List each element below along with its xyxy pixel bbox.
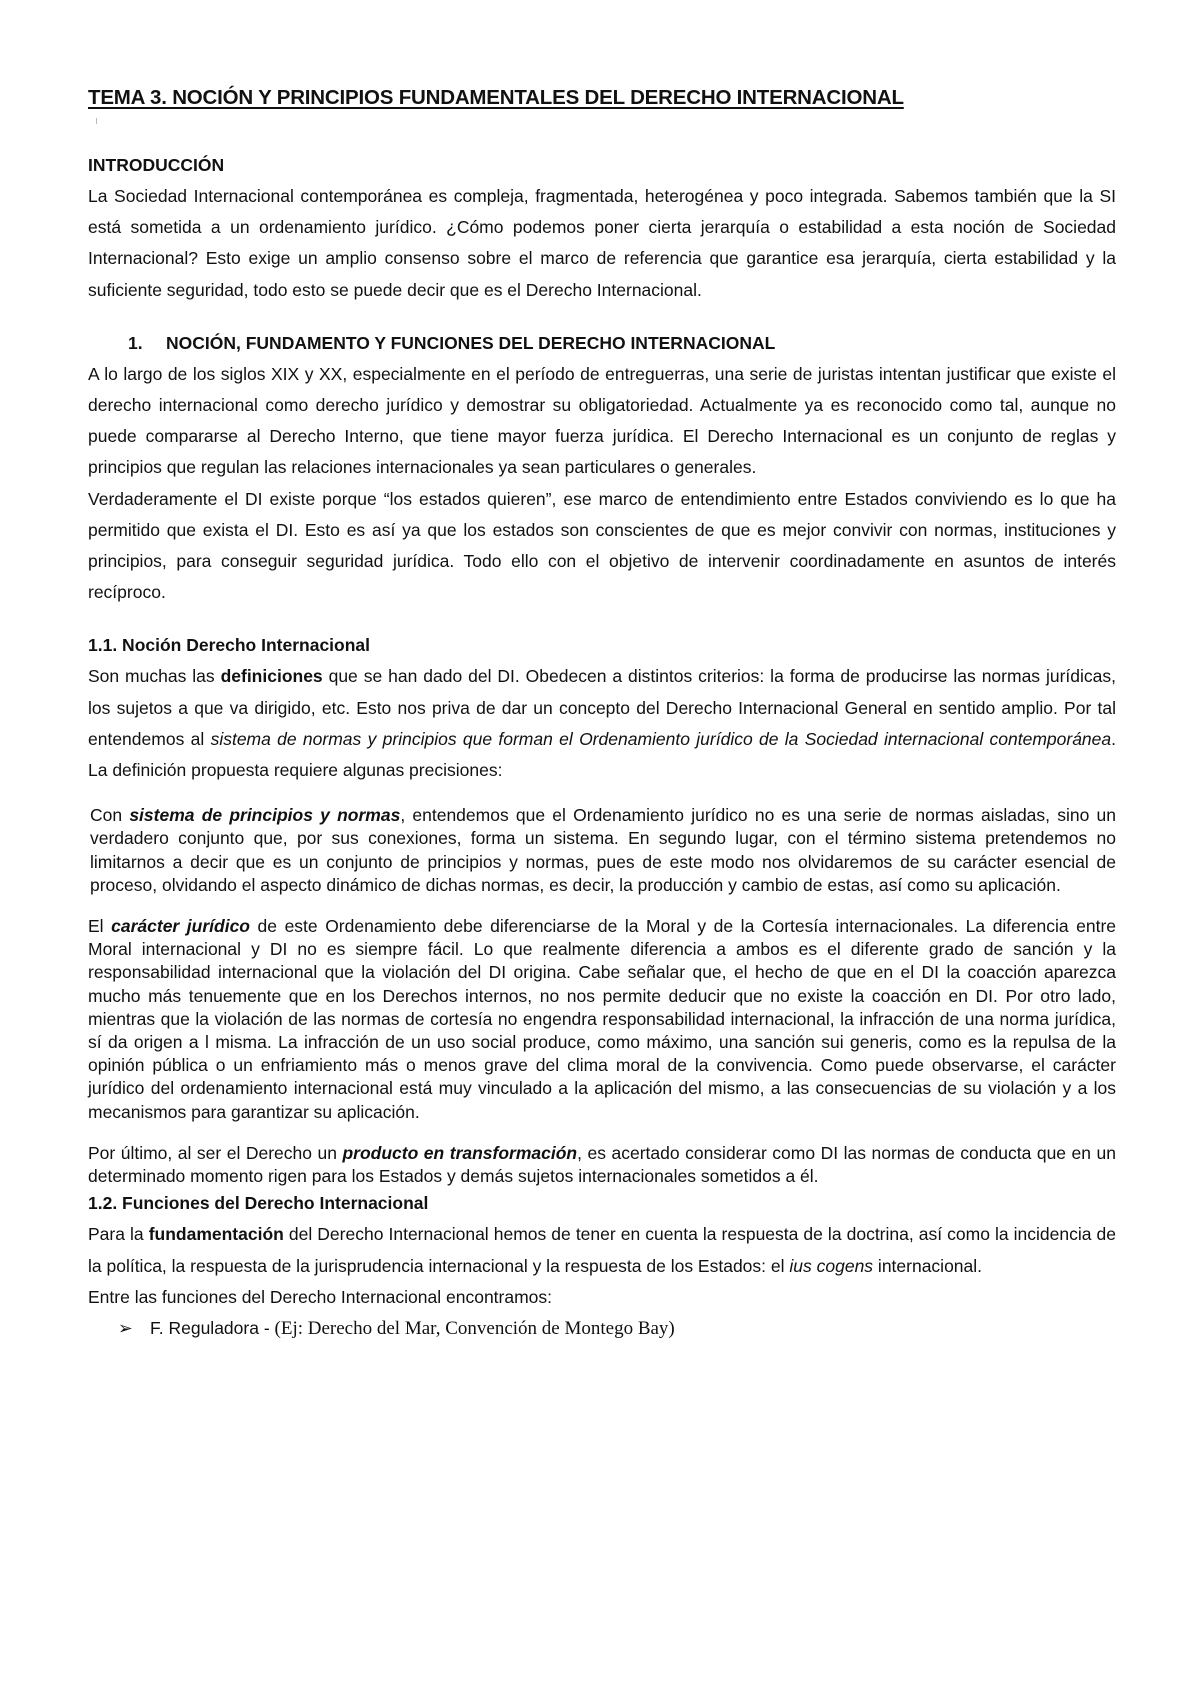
bold-run: fundamentación (148, 1224, 284, 1245)
text-run: F. Reguladora - (150, 1317, 275, 1338)
section-1-paragraph-2: Verdaderamente el DI existe porque “los estados quieren”, ese marco de entendimiento entre Estados conviviendo es lo que ha permitido que exista el DI. Esto es así ya que los estados son conscientes de que es mejor convivir con normas, instituciones y principios, para conseguir seguridad jurídica. Todo ello con el objetivo de intervenir coordinadamente en asuntos de interés recíproco. (88, 488, 1116, 603)
text-run: internacional. (873, 1255, 983, 1276)
text-run: . La definición propuesta requiere algunas precisiones: (88, 728, 1116, 781)
section-1-paragraph-1: A lo largo de los siglos XIX y XX, especialmente en el período de entreguerras, una serie de juristas intentan justificar que existe el derecho internacional como derecho jurídico y demostrar su obligatoriedad. Actualmente ya es reconocido como tal, aunque no puede compararse al Derecho Interno, que tiene mayor fuerza jurídica. El Derecho Internacional es un conjunto de reglas y principios que regulan las relaciones internacionales ya sean particulares o generales. (88, 363, 1116, 478)
document-page (88, 86, 1116, 1344)
bold-italic-run: sistema de principios y normas (129, 805, 401, 826)
text-run: Para la (88, 1224, 149, 1245)
section-1-2-heading: 1.2. Funciones del Derecho Internacional (88, 1193, 429, 1214)
bold-run: definiciones (220, 666, 323, 687)
intro-paragraph: La Sociedad Internacional contemporánea es compleja, fragmentada, heterogénea y poco integrada. Sabemos también que la SI está sometida a un ordenamiento jurídico. ¿Cómo podemos poner cierta jerarquía o estabilidad a esta noción de Sociedad Internacional? Esto exige un amplio consenso sobre el marco de referencia que garantice esa jerarquía, cierta estabilidad y la suficiente seguridad, todo esto se puede decir que es el Derecho Internacional. (88, 186, 1116, 300)
section-1-title: NOCIÓN, FUNDAMENTO Y FUNCIONES DEL DERECHO INTERNACIONAL (166, 332, 776, 353)
bold-italic-run: carácter jurídico (111, 916, 250, 937)
section-1-1-heading: 1.1. Noción Derecho Internacional (88, 635, 371, 656)
text-run: El (88, 916, 112, 937)
section-1-1-paragraph-4 (88, 1142, 1116, 1188)
italic-run: sistema de normas y principios que forman el Ordenamiento jurídico de la Sociedad internacional contemporánea (210, 728, 1112, 749)
text-run: Con (90, 805, 130, 826)
text-run: del Derecho Internacional hemos de tener en cuenta la respuesta de la doctrina, así como la incidencia de la política, la respuesta de la jurisprudencia internacional y la respuesta de los Estados: el (88, 1224, 1117, 1276)
section-1-1-paragraph-3 (88, 915, 1116, 1124)
text-run: Por último, al ser el Derecho un (88, 1142, 343, 1163)
arrow-bullet-icon: ➢ (118, 1317, 133, 1338)
italic-run: ius cogens (789, 1255, 874, 1276)
intro-heading: INTRODUCCIÓN (88, 155, 225, 175)
list-item (118, 1313, 1116, 1344)
text-run: , es acertado considerar como DI las normas de conducta que en un determinado momento rigen para los Estados y demás sujetos internacionales sometidos a él. (88, 1142, 1116, 1187)
text-run: Son muchas las (88, 666, 221, 687)
section-1-1-paragraph-2 (88, 804, 1116, 897)
bold-italic-run: producto en transformación (342, 1142, 578, 1163)
functions-list (88, 1313, 1116, 1344)
document-title: TEMA 3. NOCIÓN Y PRINCIPIOS FUNDAMENTALES DEL DERECHO INTERNACIONAL (88, 86, 904, 109)
text-run: de este Ordenamiento debe diferenciarse de la Moral y de la Cortesía internacionales. La diferencia entre Moral internacional y DI no es siempre fácil. Lo que realmente diferencia a ambos es el diferente grado de sanción y la responsabilidad internacional que la violación del DI origina. Cabe señalar que, el hecho de que en el DI la coacción aparezca mucho más tenuemente que en los Derechos internos, no nos permite deducir que no existe la coacción en DI. Por otro lado, mientras que la violación de las normas de cortesía no engendra responsabilidad internacional, la infracción de una norma jurídica, sí da origen a l misma. La infracción de un uso social produce, como máximo, una sanción sui generis, como es la repulsa de la opinión pública o un enfriamiento más o menos grave del clima moral de la convivencia. Como puede observarse, el carácter jurídico del ordenamiento internacional está muy vinculado a la aplicación del mismo, a las consecuencias de su violación y a los mecanismos para garantizar su aplicación. (88, 916, 1117, 1122)
section-1-2-paragraph-1 (88, 1219, 1116, 1281)
section-1-number: 1. (128, 332, 143, 353)
section-1-heading (88, 328, 1116, 359)
section-1-2-paragraph-2: Entre las funciones del Derecho Internacional encontramos: (88, 1286, 553, 1307)
text-run: , entendemos que el Ordenamiento jurídico no es una serie de normas aisladas, sino un verdadero conjunto que, por sus conexiones, forma un sistema. En segundo lugar, con el término sistema pretendemos no limitarnos a decir que es un conjunto de principios y normas, pues de este modo nos olvidaremos de su carácter esencial de proceso, olvidando el aspecto dinámico de dichas normas, es decir, la producción y cambio de estas, así como su aplicación. (90, 805, 1117, 895)
text-run: que se han dado del DI. Obedecen a distintos criterios: la forma de producirse las normas jurídicas, los sujetos a que va dirigido, etc. Esto nos priva de dar un concepto del Derecho Internacional General en sentido amplio. Por tal entendemos al (88, 666, 1116, 749)
serif-text-run: (Ej: Derecho del Mar, Convención de Montego Bay) (274, 1317, 675, 1339)
section-1-1-paragraph-1 (88, 661, 1116, 786)
